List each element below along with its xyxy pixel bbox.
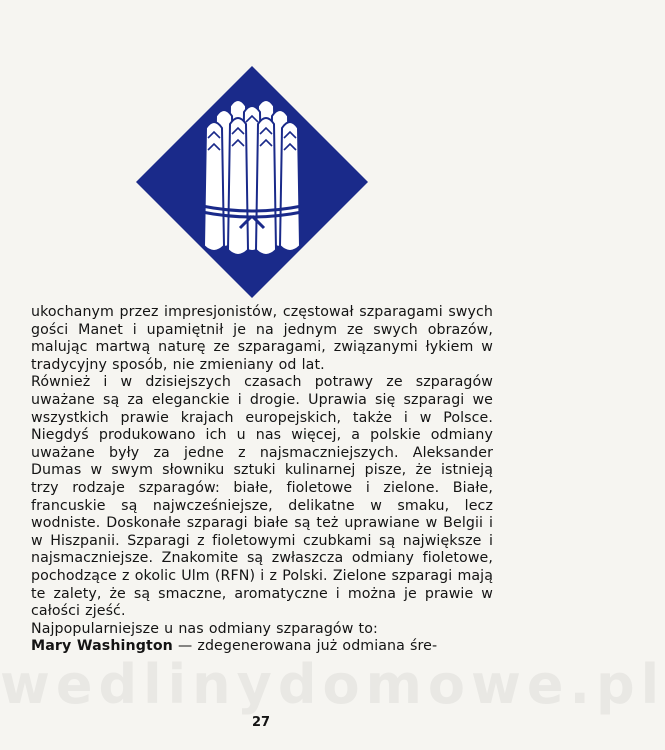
variety-name: Mary Washington [31, 638, 173, 655]
variety-line [31, 638, 493, 656]
asparagus-bundle-icon [136, 66, 368, 298]
paragraph-1: ukochanym przez impresjonistów, częstował szparagami swych gości Manet i upamiętnił je na jednym ze swych obrazów, malując martwą naturę ze szparagami, związanymi łykiem w tradycyjny sposób, nie zmieniany od lat. [31, 304, 493, 373]
watermark: wedlinydomowe.pl [0, 653, 665, 716]
variety-description: — zdegenerowana już odmiana śre- [172, 638, 438, 655]
body-text [31, 304, 493, 656]
page-number: 27 [251, 715, 271, 730]
paragraph-2: Również i w dzisiejszych czasach potrawy ze szparagów uważane są za eleganckie i drogie. Uprawia się szparagi we wszystkich prawie krajach europejskich, także i w Polsce. Niegdyś produkowano ich u nas więcej, a polskie odmiany uważane były za jedne z najsmaczniejszych. Aleksander Dumas w swym słowniku sztuki kulinarnej pisze, że istnieją trzy rodzaje szparagów: białe, fioletowe i zielone. Białe, francuskie są najwcześniejsze, delikatne w smaku, lecz wodniste. Doskonałe szparagi białe są też uprawiane w Belgii i w Hiszpanii. Szparagi z fioletowymi czubkami są największe i najsmaczniejsze. Znakomite są zwłaszcza odmiany fioletowe, pochodzące z okolic Ulm (RFN) i z Polski. Zielone szparagi mają te zalety, że są smaczne, aromatyczne i można je prawie w całości zjeść. [31, 374, 493, 620]
paragraph-3: Najpopularniejsze u nas odmiany szparagów to: [31, 620, 378, 637]
